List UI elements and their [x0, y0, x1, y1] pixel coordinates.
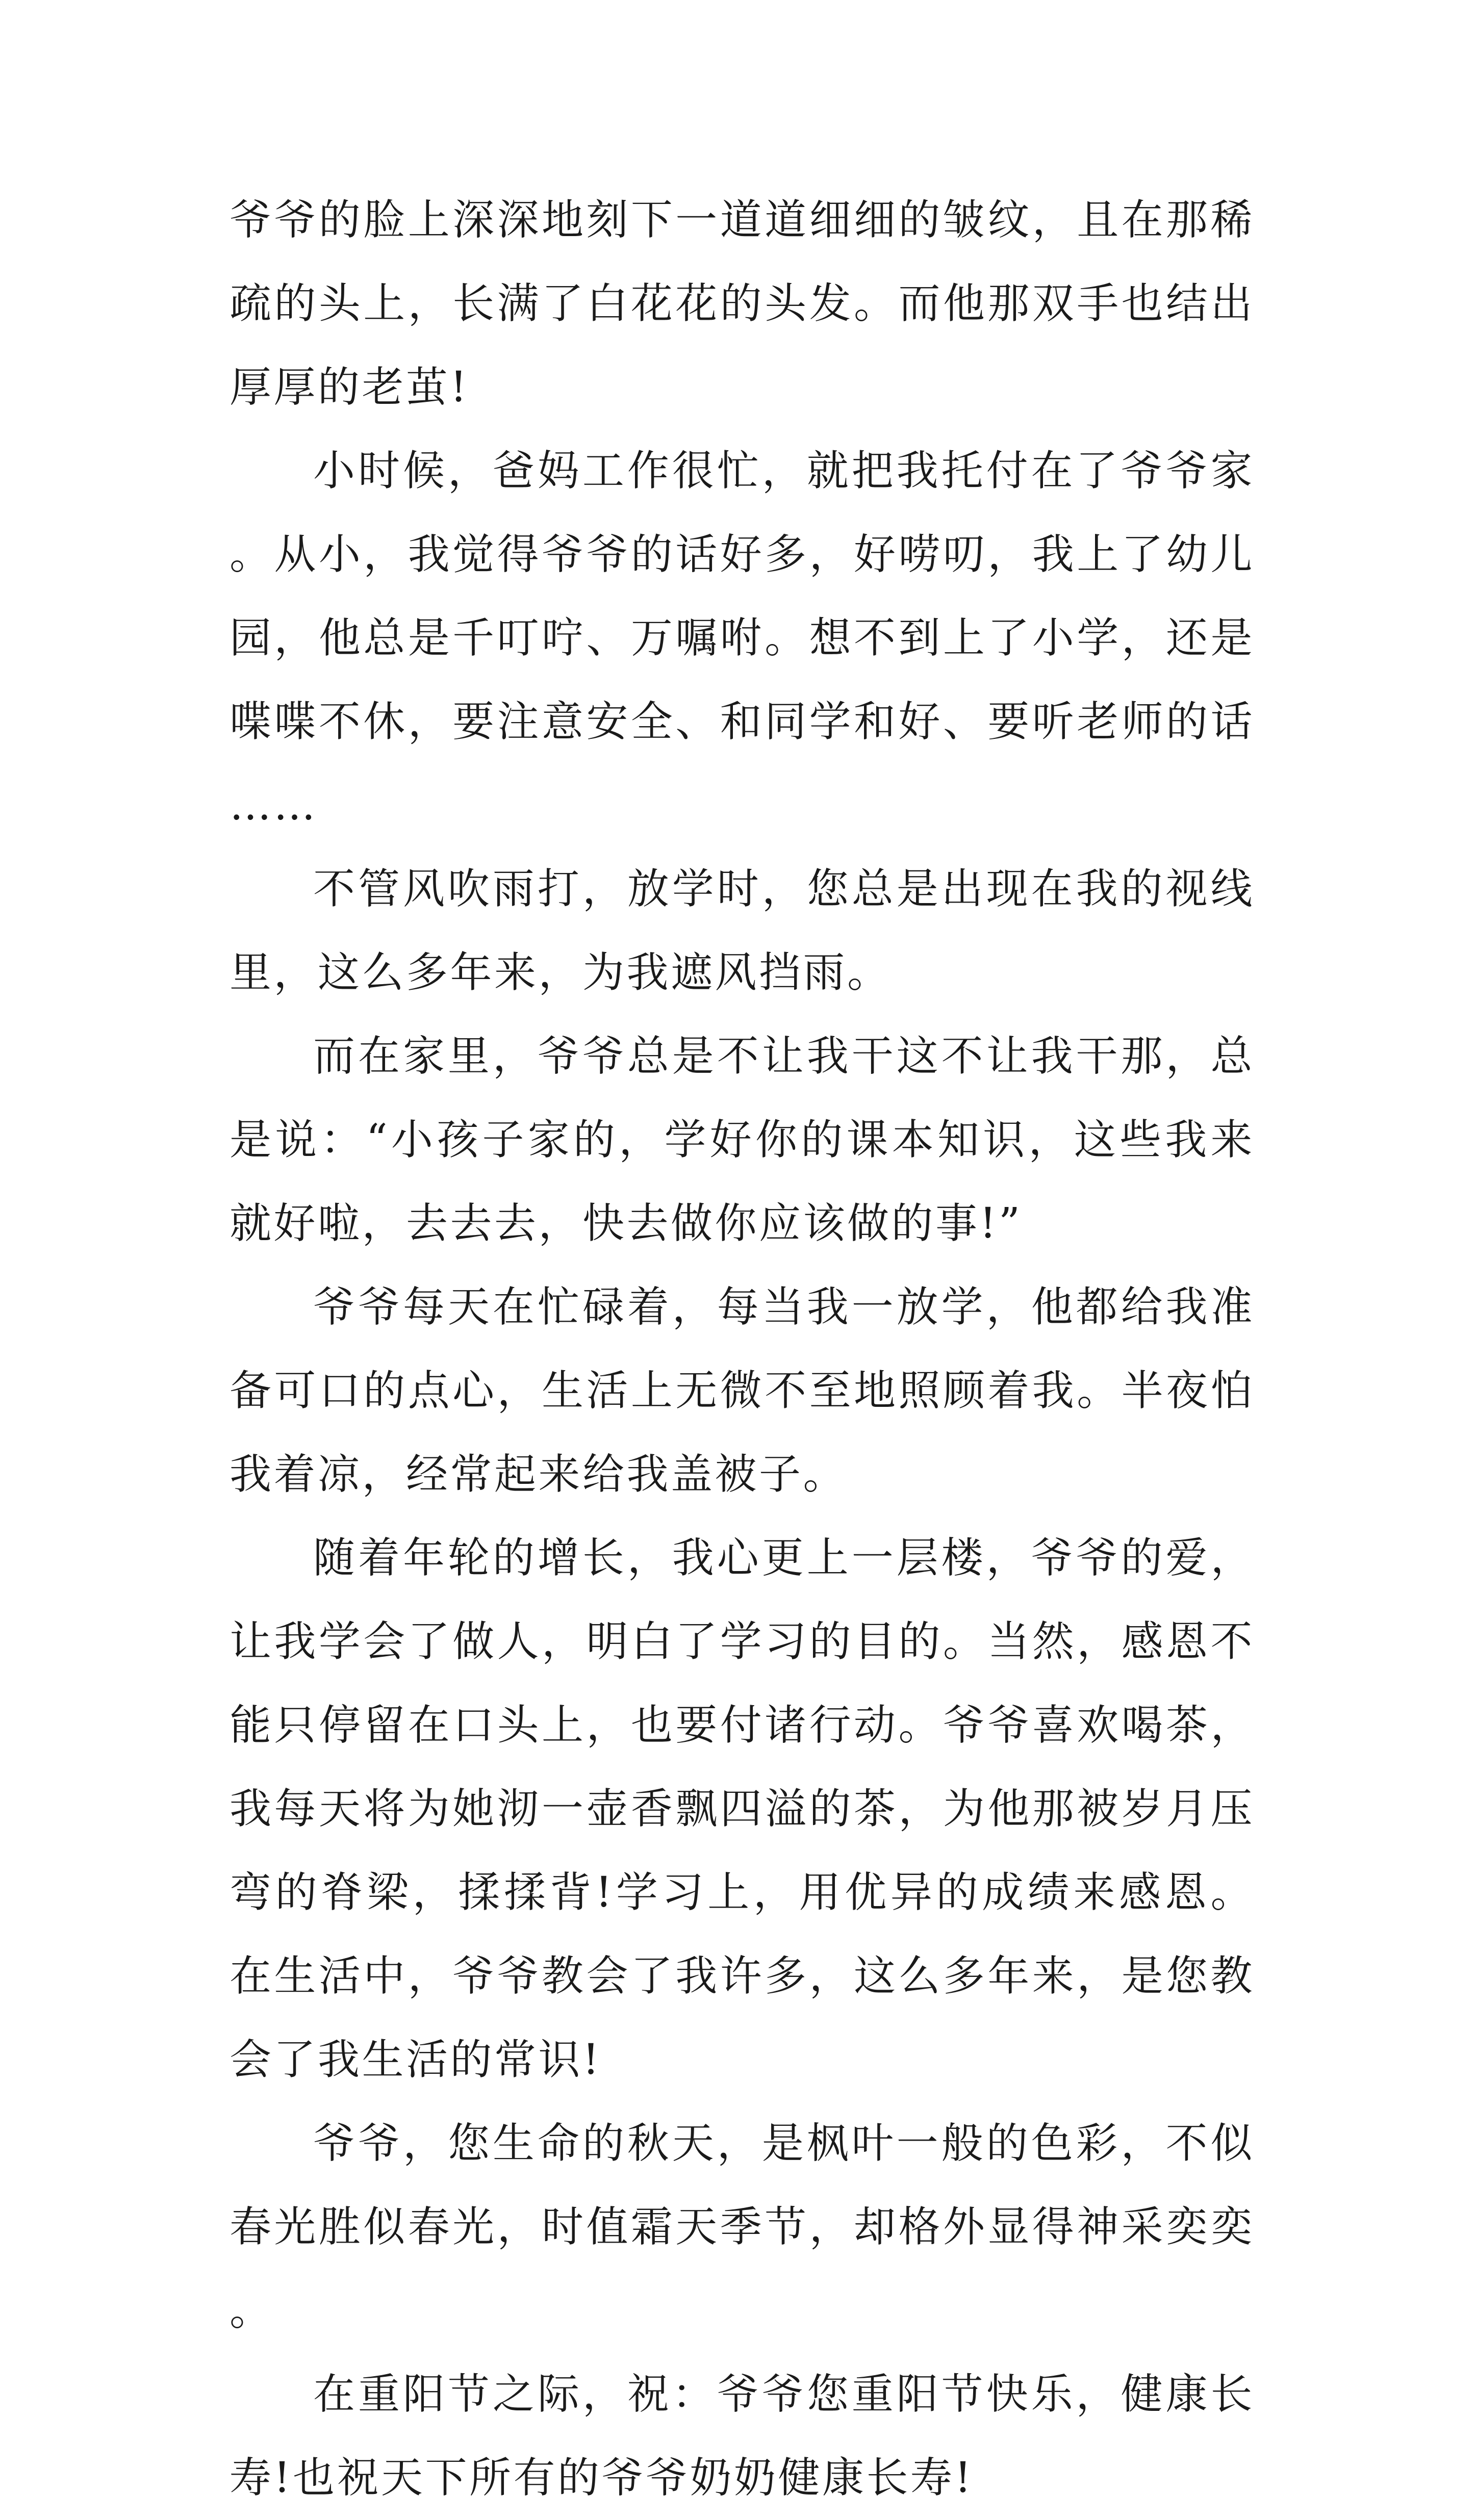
- paragraph-7: 爷爷，您生命的秋天，是枫叶一般的色彩，不似春光胜似春光，时值霜天季节，却格外显得神采奕奕。: [230, 2119, 1255, 2335]
- paragraph-2: 小时候，爸妈工作很忙，就把我托付在了爷爷家。从小，我觉得爷爷的话好多，好唠叨，我上了幼儿园，他总是千叮咛、万嘱咐。想不到上了小学，还是喋喋不休，要注意安全、和同学和好、要听老师的话……: [230, 447, 1255, 830]
- paragraph-1: 爷爷的脸上深深地刻下一道道细细的皱纹，且在那稀疏的头上，长满了白花花的头发。而他那双手也结出厚厚的老茧!: [230, 196, 1255, 412]
- document-body: [230, 178, 1255, 2520]
- paragraph-8: 在重阳节之际，祝：爷爷您重阳节快乐，健康长寿!也祝天下所有的爷爷奶奶健康长寿!: [230, 2370, 1255, 2502]
- paragraph-6: 随着年轮的增长，我心更上一层楼，爷爷的爱，让我学会了做人，明白了学习的目的。当然，感恩不能只停留在口头上，也要付诸行动。爷爷喜欢喝茶，我每天将为她沏一壶香飘四溢的茶，为他那被岁月压弯的脊梁，揉揉背!学习上，用优异的成绩来感恩。在生活中，爷爷教会了我许多，这么多年来，是您教会了我生活的常识!: [230, 1534, 1255, 2084]
- paragraph-5: 爷爷每天在忙碌着，每当我一放学，他都给我准备可口的点心，生活上无微不至地照顾着我。半夜怕我着凉，经常起来给我盖被子。: [230, 1283, 1255, 1499]
- paragraph-3: 不管风吹雨打，放学时，您总是出现在我的视线里，这么多年来，为我遮风挡雨。: [230, 865, 1255, 997]
- paragraph-4: 而在家里，爷爷总是不让我干这不让我干那，总是说：“小孩子家的，学好你的课本知识，这些我来就好啦，去去去，快去做你应该做的事!”: [230, 1032, 1255, 1248]
